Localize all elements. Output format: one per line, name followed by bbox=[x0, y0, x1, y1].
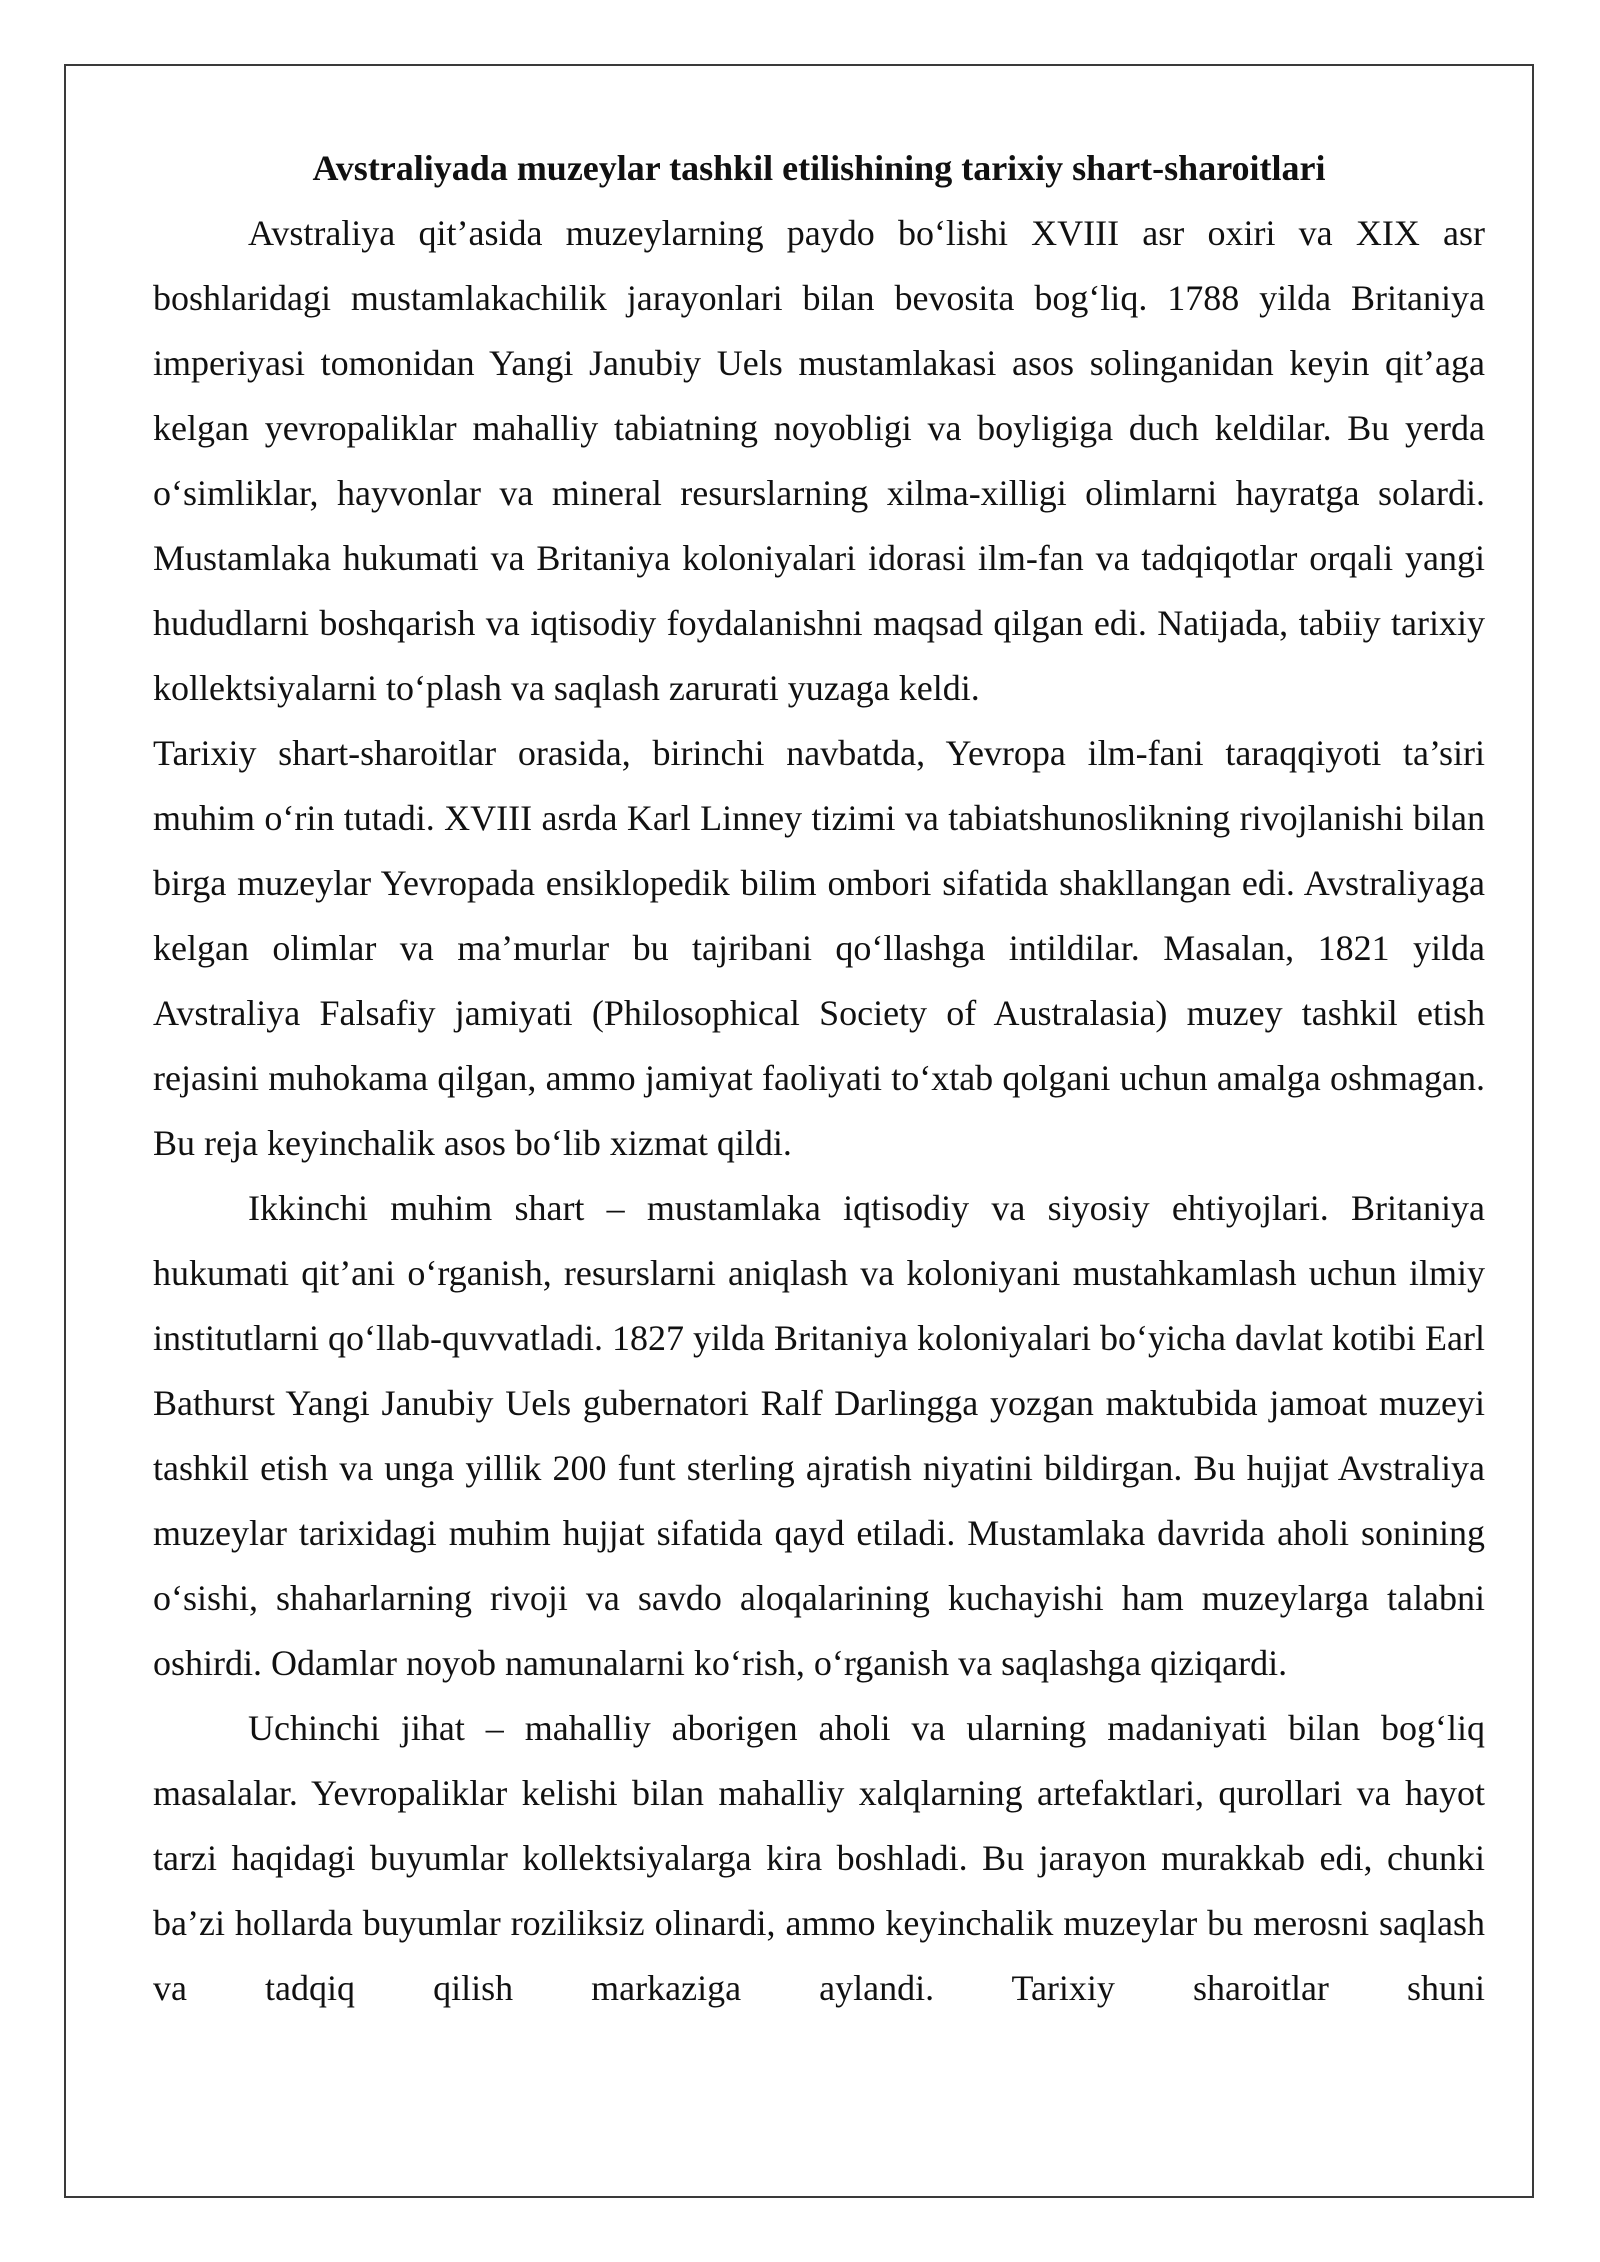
paragraph-2: Tarixiy shart-sharoitlar orasida, birinchi navbatda, Yevropa ilm-fani taraqqiyoti ta’siri muhim o‘rin tutadi. XVIII asrda Karl Linney tizimi va tabiatshunoslikning rivojlanishi bilan birga muzeylar Yevropada ensiklopedik bilim ombori sifatida shakllangan edi. Avstraliyaga kelgan olimlar va ma’murlar bu tajribani qo‘llashga intildilar. Masalan, 1821 yilda Avstraliya Falsafiy jamiyati (Philosophical Society of Australasia) muzey tashkil etish rejasini muhokama qilgan, ammo jamiyat faoliyati to‘xtab qolgani uchun amalga oshmagan. Bu reja keyinchalik asos bo‘lib xizmat qildi. bbox=[153, 733, 1485, 1163]
paragraph-1: Avstraliya qit’asida muzeylarning paydo bo‘lishi XVIII asr oxiri va XIX asr boshlaridagi mustamlakachilik jarayonlari bilan bevosita bog‘liq. 1788 yilda Britaniya imperiyasi tomonidan Yangi Janubiy Uels mustamlakasi asos solinganidan keyin qit’aga kelgan yevropaliklar mahalliy tabiatning noyobligi va boyligiga duch keldilar. Bu yerda o‘simliklar, hayvonlar va mineral resurslarning xilma-xilligi olimlarni hayratga solardi. Mustamlaka hukumati va Britaniya koloniyalari idorasi ilm-fan va tadqiqotlar orqali yangi hududlarni boshqarish va iqtisodiy foydalanishni maqsad qilgan edi. Natijada, tabiiy tarixiy kollektsiyalarni to‘plash va saqlash zarurati yuzaga keldi. bbox=[153, 213, 1485, 708]
paragraph-3: Ikkinchi muhim shart – mustamlaka iqtisodiy va siyosiy ehtiyojlari. Britaniya hukumati qit’ani o‘rganish, resurslarni aniqlash va koloniyani mustahkamlash uchun ilmiy institutlarni qo‘llab-quvvatladi. 1827 yilda Britaniya koloniyalari bo‘yicha davlat kotibi Earl Bathurst Yangi Janubiy Uels gubernatori Ralf Darlingga yozgan maktubida jamoat muzeyi tashkil etish va unga yillik 200 funt sterling ajratish niyatini bildirgan. Bu hujjat Avstraliya muzeylar tarixidagi muhim hujjat sifatida qayd etiladi. Mustamlaka davrida aholi sonining o‘sishi, shaharlarning rivoji va savdo aloqalarining kuchayishi ham muzeylarga talabni oshirdi. Odamlar noyob namunalarni ko‘rish, o‘rganish va saqlashga qiziqardi. bbox=[153, 1188, 1485, 1683]
paragraph-4: Uchinchi jihat – mahalliy aborigen aholi va ularning madaniyati bilan bog‘liq masalalar. Yevropaliklar kelishi bilan mahalliy xalqlarning artefaktlari, qurollari va hayot tarzi haqidagi buyumlar kollektsiyalarga kira boshladi. Bu jarayon murakkab edi, chunki ba’zi hollarda buyumlar roziliksiz olinardi, ammo keyinchalik muzeylar bu merosni saqlash va tadqiq qilish markaziga aylandi. Tarixiy sharoitlar shuni bbox=[153, 1708, 1485, 2008]
document-title: Avstraliyada muzeylar tashkil etilishining tarixiy shart-sharoitlari bbox=[312, 148, 1326, 188]
document-body bbox=[153, 136, 1485, 2021]
